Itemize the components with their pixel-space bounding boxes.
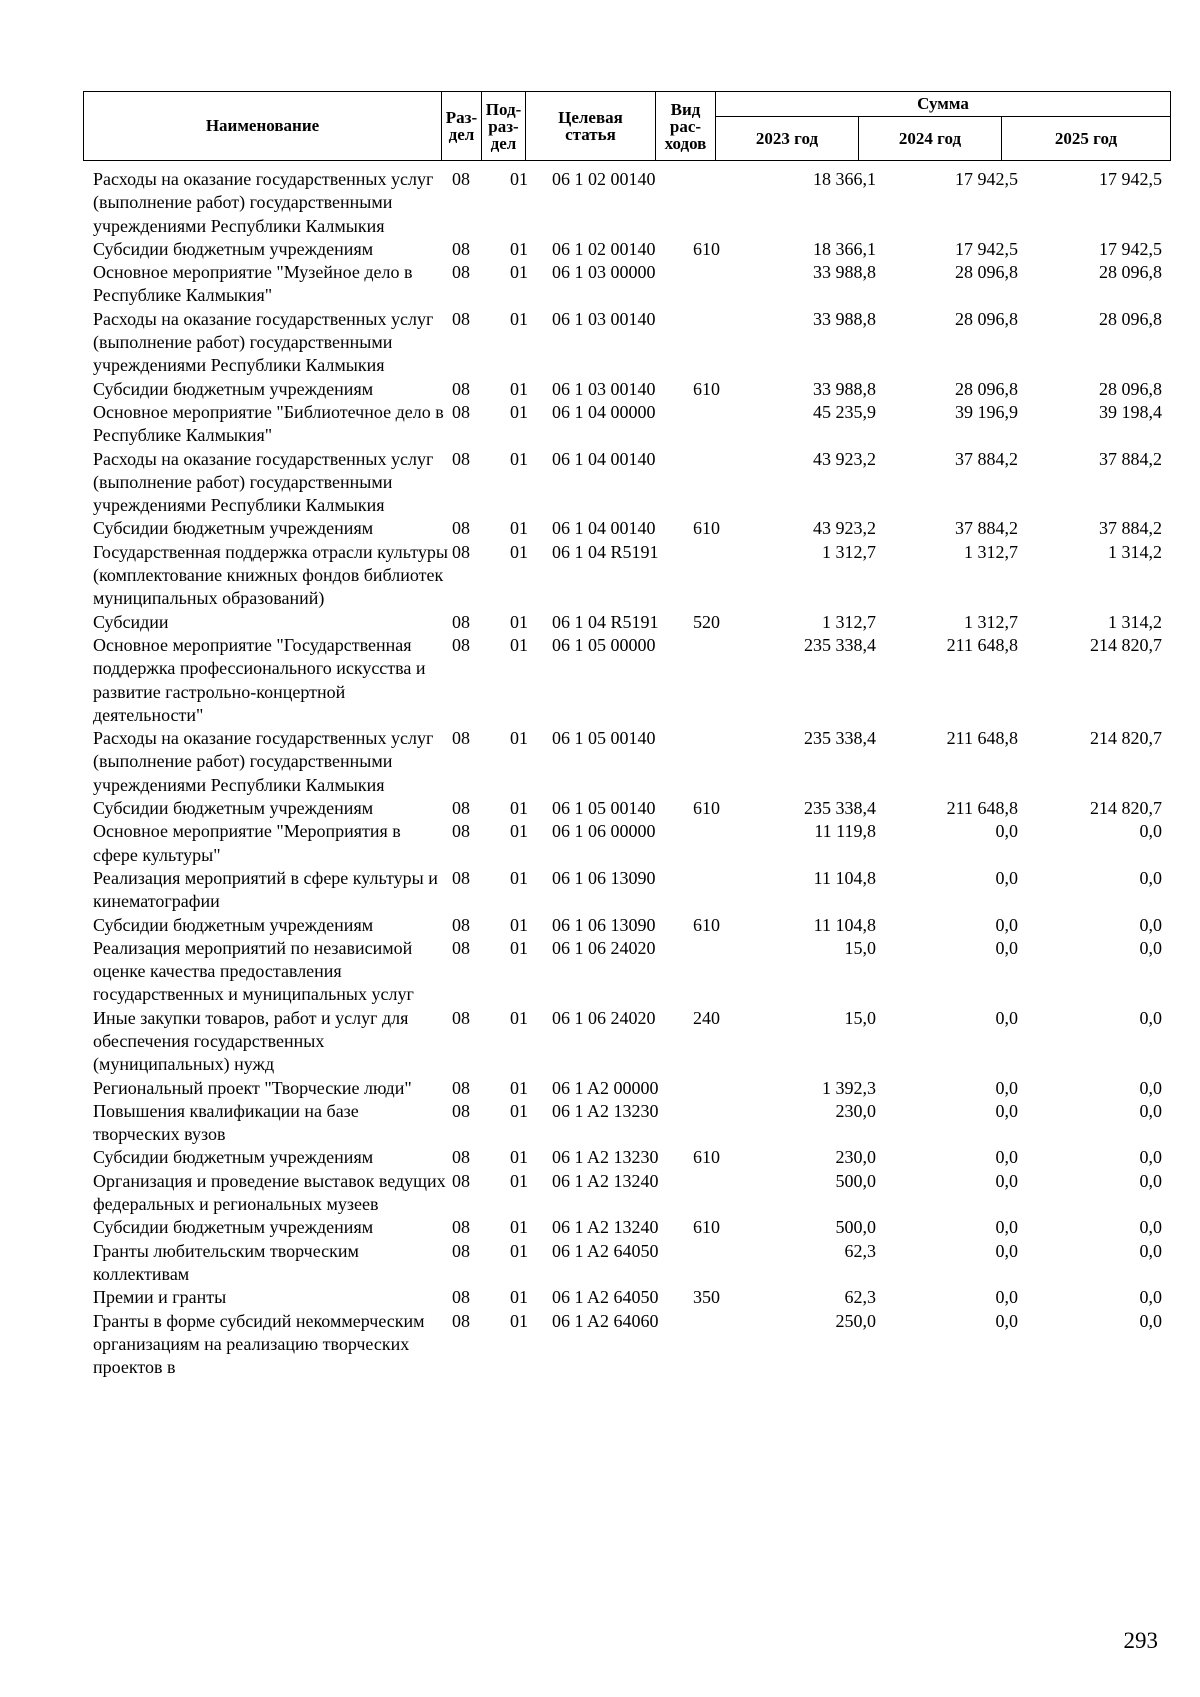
header-podrazdel-line: дел xyxy=(490,133,517,153)
table-row xyxy=(0,1310,1200,1380)
cell-article: 06 1 03 00140 xyxy=(552,308,656,329)
cell-podrazdel: 01 xyxy=(510,611,528,632)
table-row xyxy=(0,238,1200,261)
cell-podrazdel: 01 xyxy=(510,1310,528,1331)
cell-name: Премии и гранты xyxy=(93,1287,227,1308)
header-vid-line: рас- xyxy=(669,116,702,136)
cell-2023: 11 104,8 xyxy=(813,867,876,888)
cell-name: Основное мероприятие "Музейное дело в Республике Калмыкия" xyxy=(93,262,413,306)
cell-article: 06 1 A2 00000 xyxy=(552,1077,659,1098)
cell-article: 06 1 06 13090 xyxy=(552,867,656,888)
cell-2025: 0,0 xyxy=(1139,1007,1162,1028)
cell-razdel: 08 xyxy=(452,1007,470,1028)
cell-name: Субсидии бюджетным учреждениям xyxy=(93,1147,374,1168)
cell-razdel: 08 xyxy=(452,634,470,655)
table-row xyxy=(0,308,1200,378)
table-row xyxy=(0,1146,1200,1169)
cell-2025: 0,0 xyxy=(1139,1077,1162,1098)
cell-razdel: 08 xyxy=(452,238,470,259)
cell-vid: 610 xyxy=(693,518,720,539)
cell-2025: 17 942,5 xyxy=(1099,238,1162,259)
cell-vid: 610 xyxy=(693,798,720,819)
header-name: Наименование xyxy=(84,92,442,161)
table-row xyxy=(0,401,1200,448)
table-row xyxy=(0,168,1200,238)
cell-2024: 211 648,8 xyxy=(946,728,1018,749)
cell-2023: 235 338,4 xyxy=(804,634,876,655)
cell-2025: 0,0 xyxy=(1139,1100,1162,1121)
cell-2023: 33 988,8 xyxy=(813,262,876,283)
cell-2024: 1 312,7 xyxy=(964,541,1018,562)
cell-2023: 230,0 xyxy=(835,1147,876,1168)
cell-article: 06 1 05 00140 xyxy=(552,728,656,749)
cell-2023: 250,0 xyxy=(835,1310,876,1331)
cell-name: Расходы на оказание государственных услуг (выполнение работ) государственными учреждениями Республики Калмыкия xyxy=(93,308,434,376)
table-body xyxy=(0,168,1200,1379)
header-year-2025: 2025 год xyxy=(1002,117,1171,161)
cell-name: Субсидии бюджетным учреждениям xyxy=(93,378,374,399)
table-row xyxy=(0,261,1200,308)
table-row xyxy=(0,914,1200,937)
cell-razdel: 08 xyxy=(452,1240,470,1261)
cell-name: Субсидии бюджетным учреждениям xyxy=(93,518,374,539)
header-razdel-line: дел xyxy=(448,125,475,144)
cell-2023: 1 312,7 xyxy=(822,541,876,562)
table-row xyxy=(0,727,1200,797)
cell-2025: 0,0 xyxy=(1139,1310,1162,1331)
cell-article: 06 1 05 00140 xyxy=(552,798,656,819)
cell-article: 06 1 06 24020 xyxy=(552,1007,656,1028)
table-header xyxy=(83,91,1171,161)
table-row xyxy=(0,1170,1200,1217)
cell-podrazdel: 01 xyxy=(510,238,528,259)
cell-2024: 211 648,8 xyxy=(946,634,1018,655)
cell-2024: 17 942,5 xyxy=(955,238,1018,259)
cell-razdel: 08 xyxy=(452,821,470,842)
cell-article: 06 1 A2 64050 xyxy=(552,1287,659,1308)
cell-razdel: 08 xyxy=(452,378,470,399)
cell-2024: 0,0 xyxy=(995,1310,1018,1331)
cell-name: Гранты в форме субсидий некоммерческим организациям на реализацию творческих проектов в xyxy=(93,1310,425,1378)
cell-2025: 0,0 xyxy=(1139,1240,1162,1261)
cell-razdel: 08 xyxy=(452,541,470,562)
cell-article: 06 1 04 00000 xyxy=(552,401,656,422)
cell-vid: 520 xyxy=(693,611,720,632)
cell-article: 06 1 A2 13230 xyxy=(552,1147,659,1168)
cell-podrazdel: 01 xyxy=(510,937,528,958)
cell-2023: 62,3 xyxy=(844,1240,876,1261)
cell-name: Гранты любительским творческим коллективам xyxy=(93,1240,359,1284)
cell-name: Субсидии бюджетным учреждениям xyxy=(93,798,374,819)
table-row xyxy=(0,517,1200,540)
cell-razdel: 08 xyxy=(452,1100,470,1121)
cell-2024: 211 648,8 xyxy=(946,798,1018,819)
cell-article: 06 1 04 R5191 xyxy=(552,541,659,562)
header-vid-line: ходов xyxy=(664,133,707,153)
cell-razdel: 08 xyxy=(452,937,470,958)
cell-razdel: 08 xyxy=(452,518,470,539)
cell-2024: 0,0 xyxy=(995,1147,1018,1168)
header-podrazdel-line: Под- xyxy=(485,99,522,119)
cell-name: Основное мероприятие "Государственная поддержка профессионального искусства и развитие гастрольно-концертной деятельности" xyxy=(93,634,426,725)
cell-2025: 28 096,8 xyxy=(1099,262,1162,283)
cell-2023: 18 366,1 xyxy=(813,169,876,189)
cell-podrazdel: 01 xyxy=(510,1147,528,1168)
cell-article: 06 1 06 24020 xyxy=(552,937,656,958)
cell-2024: 0,0 xyxy=(995,867,1018,888)
header-summa: Сумма xyxy=(716,92,1171,117)
cell-podrazdel: 01 xyxy=(510,798,528,819)
cell-razdel: 08 xyxy=(452,169,470,189)
cell-razdel: 08 xyxy=(452,1147,470,1168)
cell-2023: 43 923,2 xyxy=(813,448,876,469)
cell-name: Иные закупки товаров, работ и услуг для обеспечения государственных (муниципальных) нужд xyxy=(93,1007,409,1075)
cell-2023: 500,0 xyxy=(835,1170,876,1191)
cell-vid: 240 xyxy=(693,1007,720,1028)
cell-2023: 1 312,7 xyxy=(822,611,876,632)
table-row xyxy=(0,820,1200,867)
cell-podrazdel: 01 xyxy=(510,448,528,469)
cell-name: Государственная поддержка отрасли культуры (комплектование книжных фондов библиотек муниципальных образований) xyxy=(93,541,448,609)
table-row xyxy=(0,611,1200,634)
cell-2023: 230,0 xyxy=(835,1100,876,1121)
cell-name: Субсидии бюджетным учреждениям xyxy=(93,1217,374,1238)
cell-podrazdel: 01 xyxy=(510,1217,528,1238)
cell-2025: 17 942,5 xyxy=(1099,169,1162,189)
cell-article: 06 1 03 00000 xyxy=(552,262,656,283)
cell-razdel: 08 xyxy=(452,1217,470,1238)
cell-razdel: 08 xyxy=(452,401,470,422)
cell-article: 06 1 03 00140 xyxy=(552,378,656,399)
cell-podrazdel: 01 xyxy=(510,914,528,935)
cell-2025: 0,0 xyxy=(1139,821,1162,842)
header-year-2023: 2023 год xyxy=(716,117,859,161)
cell-2025: 28 096,8 xyxy=(1099,308,1162,329)
cell-razdel: 08 xyxy=(452,1287,470,1308)
cell-podrazdel: 01 xyxy=(510,169,528,189)
header-razdel-line: Раз- xyxy=(445,108,478,127)
header-article-line: Целевая xyxy=(558,108,623,127)
page-number: 293 xyxy=(1123,1628,1158,1653)
cell-name: Реализация мероприятий по независимой оценке качества предоставления государственных и муниципальных услуг xyxy=(93,937,414,1005)
cell-podrazdel: 01 xyxy=(510,867,528,888)
cell-2024: 28 096,8 xyxy=(955,378,1018,399)
cell-2023: 15,0 xyxy=(844,1007,876,1028)
cell-2025: 28 096,8 xyxy=(1099,378,1162,399)
cell-article: 06 1 04 00140 xyxy=(552,448,656,469)
cell-razdel: 08 xyxy=(452,611,470,632)
header-article-line: статья xyxy=(565,125,616,144)
cell-razdel: 08 xyxy=(452,1310,470,1331)
cell-razdel: 08 xyxy=(452,914,470,935)
cell-name: Субсидии xyxy=(93,611,169,632)
cell-2023: 45 235,9 xyxy=(813,401,876,422)
cell-2023: 235 338,4 xyxy=(804,798,876,819)
cell-2024: 0,0 xyxy=(995,914,1018,935)
cell-2023: 62,3 xyxy=(844,1287,876,1308)
cell-2024: 0,0 xyxy=(995,1240,1018,1261)
cell-name: Организация и проведение выставок ведущих федеральных и региональных музеев xyxy=(93,1170,446,1215)
cell-2023: 11 104,8 xyxy=(813,914,876,935)
cell-article: 06 1 04 00140 xyxy=(552,518,656,539)
cell-article: 06 1 06 13090 xyxy=(552,914,656,935)
cell-vid: 610 xyxy=(693,1147,720,1168)
cell-name: Реализация мероприятий в сфере культуры и кинематографии xyxy=(93,867,438,912)
cell-2025: 1 314,2 xyxy=(1108,541,1162,562)
cell-razdel: 08 xyxy=(452,262,470,283)
cell-vid: 350 xyxy=(693,1287,720,1308)
cell-2025: 37 884,2 xyxy=(1099,448,1162,469)
cell-podrazdel: 01 xyxy=(510,308,528,329)
cell-razdel: 08 xyxy=(452,308,470,329)
cell-2023: 33 988,8 xyxy=(813,308,876,329)
cell-podrazdel: 01 xyxy=(510,821,528,842)
cell-podrazdel: 01 xyxy=(510,1287,528,1308)
cell-2023: 1 392,3 xyxy=(822,1077,876,1098)
cell-2024: 17 942,5 xyxy=(955,169,1018,189)
cell-2024: 0,0 xyxy=(995,1077,1018,1098)
cell-2024: 0,0 xyxy=(995,1100,1018,1121)
cell-2024: 28 096,8 xyxy=(955,262,1018,283)
cell-2025: 0,0 xyxy=(1139,1287,1162,1308)
cell-name: Расходы на оказание государственных услуг (выполнение работ) государственными учреждениями Республики Калмыкия xyxy=(93,448,434,516)
cell-2023: 11 119,8 xyxy=(814,821,876,842)
cell-2023: 18 366,1 xyxy=(813,238,876,259)
cell-2025: 0,0 xyxy=(1139,937,1162,958)
cell-podrazdel: 01 xyxy=(510,378,528,399)
table-row xyxy=(0,1077,1200,1100)
cell-2024: 0,0 xyxy=(995,1217,1018,1238)
header-article xyxy=(526,92,656,161)
cell-2024: 39 196,9 xyxy=(955,401,1018,422)
header-razdel xyxy=(442,92,482,161)
cell-podrazdel: 01 xyxy=(510,262,528,283)
cell-2024: 37 884,2 xyxy=(955,448,1018,469)
cell-2025: 0,0 xyxy=(1139,914,1162,935)
cell-2025: 0,0 xyxy=(1139,867,1162,888)
cell-razdel: 08 xyxy=(452,1077,470,1098)
header-podrazdel xyxy=(482,92,526,161)
cell-vid: 610 xyxy=(693,914,720,935)
cell-article: 06 1 A2 13240 xyxy=(552,1217,659,1238)
cell-article: 06 1 A2 64050 xyxy=(552,1240,659,1261)
cell-article: 06 1 02 00140 xyxy=(552,169,656,189)
cell-2024: 28 096,8 xyxy=(955,308,1018,329)
cell-name: Расходы на оказание государственных услуг (выполнение работ) государственными учреждениями Республики Калмыкия xyxy=(93,728,434,795)
cell-2024: 1 312,7 xyxy=(964,611,1018,632)
cell-2025: 39 198,4 xyxy=(1099,401,1162,422)
cell-2025: 0,0 xyxy=(1139,1217,1162,1238)
cell-2024: 37 884,2 xyxy=(955,518,1018,539)
table-row xyxy=(0,634,1200,727)
cell-2025: 214 820,7 xyxy=(1090,798,1162,819)
table-row xyxy=(0,867,1200,914)
cell-article: 06 1 A2 13240 xyxy=(552,1170,659,1191)
cell-2025: 0,0 xyxy=(1139,1170,1162,1191)
cell-2023: 43 923,2 xyxy=(813,518,876,539)
cell-name: Основное мероприятие "Библиотечное дело в Республике Калмыкия" xyxy=(93,401,444,446)
table-row xyxy=(0,797,1200,820)
cell-2025: 0,0 xyxy=(1139,1147,1162,1168)
cell-2025: 1 314,2 xyxy=(1108,611,1162,632)
cell-2023: 15,0 xyxy=(844,937,876,958)
table-row xyxy=(0,1240,1200,1287)
cell-podrazdel: 01 xyxy=(510,1007,528,1028)
table-row xyxy=(0,1007,1200,1077)
cell-2023: 500,0 xyxy=(835,1217,876,1238)
table-row xyxy=(0,937,1200,1007)
table-row xyxy=(0,541,1200,611)
cell-2024: 0,0 xyxy=(995,1170,1018,1191)
cell-name: Региональный проект "Творческие люди" xyxy=(93,1077,412,1098)
cell-2023: 235 338,4 xyxy=(804,728,876,749)
table-row xyxy=(0,448,1200,518)
cell-podrazdel: 01 xyxy=(510,1240,528,1261)
cell-vid: 610 xyxy=(693,378,720,399)
cell-vid: 610 xyxy=(693,1217,720,1238)
cell-name: Расходы на оказание государственных услуг (выполнение работ) государственными учреждениями Республики Калмыкия xyxy=(93,169,434,236)
cell-razdel: 08 xyxy=(452,728,470,749)
cell-podrazdel: 01 xyxy=(510,541,528,562)
cell-podrazdel: 01 xyxy=(510,1100,528,1121)
cell-2024: 0,0 xyxy=(995,1287,1018,1308)
cell-2024: 0,0 xyxy=(995,821,1018,842)
cell-article: 06 1 02 00140 xyxy=(552,238,656,259)
cell-name: Субсидии бюджетным учреждениям xyxy=(93,914,374,935)
table-row xyxy=(0,1100,1200,1147)
table-row xyxy=(0,378,1200,401)
cell-razdel: 08 xyxy=(452,798,470,819)
cell-2024: 0,0 xyxy=(995,937,1018,958)
cell-2025: 37 884,2 xyxy=(1099,518,1162,539)
cell-2025: 214 820,7 xyxy=(1090,634,1162,655)
header-year-2024: 2024 год xyxy=(859,117,1002,161)
cell-name: Основное мероприятие "Мероприятия в сфере культуры" xyxy=(93,821,401,865)
cell-2024: 0,0 xyxy=(995,1007,1018,1028)
table-row xyxy=(0,1216,1200,1239)
header-podrazdel-line: раз- xyxy=(488,116,519,136)
cell-podrazdel: 01 xyxy=(510,1170,528,1191)
cell-razdel: 08 xyxy=(452,1170,470,1191)
cell-podrazdel: 01 xyxy=(510,728,528,749)
cell-podrazdel: 01 xyxy=(510,634,528,655)
cell-article: 06 1 06 00000 xyxy=(552,821,656,842)
cell-name: Повышения квалификации на базе творческих вузов xyxy=(93,1100,359,1145)
cell-podrazdel: 01 xyxy=(510,401,528,422)
cell-name: Субсидии бюджетным учреждениям xyxy=(93,238,374,259)
cell-razdel: 08 xyxy=(452,448,470,469)
cell-article: 06 1 04 R5191 xyxy=(552,611,659,632)
cell-podrazdel: 01 xyxy=(510,1077,528,1098)
header-vid xyxy=(656,92,716,161)
cell-razdel: 08 xyxy=(452,867,470,888)
header-vid-line: Вид xyxy=(670,99,701,119)
table-row xyxy=(0,1286,1200,1309)
cell-article: 06 1 A2 64060 xyxy=(552,1310,659,1331)
cell-article: 06 1 05 00000 xyxy=(552,634,656,655)
cell-2025: 214 820,7 xyxy=(1090,728,1162,749)
cell-podrazdel: 01 xyxy=(510,518,528,539)
cell-2023: 33 988,8 xyxy=(813,378,876,399)
cell-vid: 610 xyxy=(693,238,720,259)
cell-article: 06 1 A2 13230 xyxy=(552,1100,659,1121)
